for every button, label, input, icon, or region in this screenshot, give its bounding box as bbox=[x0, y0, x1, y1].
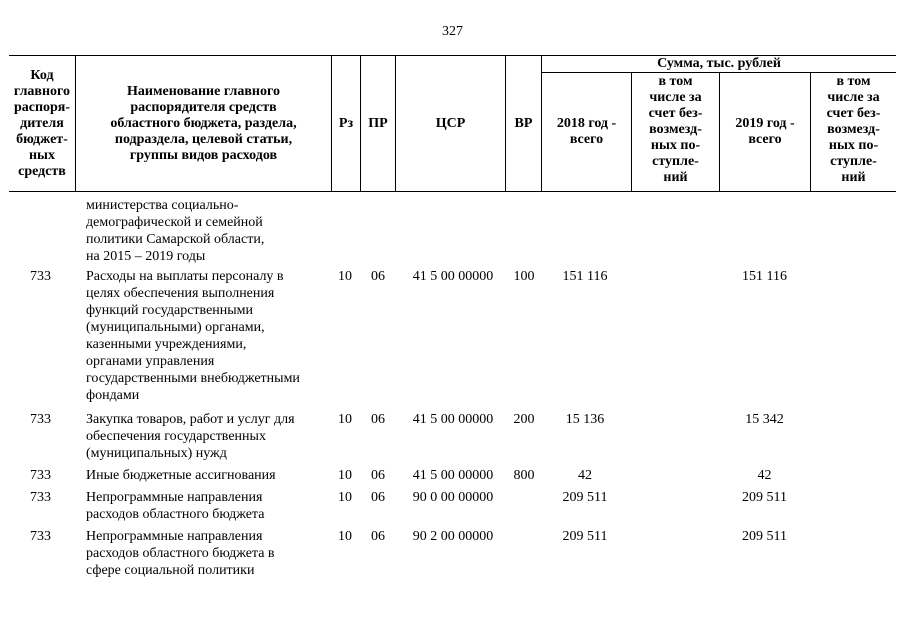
row-pr: 06 bbox=[371, 529, 385, 544]
row-vr: 100 bbox=[513, 269, 535, 284]
continuation-line: политики Самарской области, bbox=[86, 232, 265, 247]
row-rz: 10 bbox=[338, 412, 352, 427]
row-rz: 10 bbox=[338, 468, 352, 483]
row-name-line: государственными внебюджетными bbox=[86, 371, 300, 386]
header-2019-grants-line: счет без- bbox=[826, 106, 881, 121]
row-csr: 41 5 00 00000 bbox=[412, 269, 494, 284]
row-csr: 90 0 00 00000 bbox=[412, 490, 494, 505]
header-2019-grants-line: ний bbox=[841, 170, 866, 185]
row-name-line: функций государственными bbox=[86, 303, 254, 318]
row-sum-2018: 42 bbox=[578, 468, 592, 483]
row-pr: 06 bbox=[371, 412, 385, 427]
header-2019-grants-line: числе за bbox=[827, 90, 880, 105]
header-kod-line: средств bbox=[18, 163, 66, 179]
row-name-line: (муниципальных) нужд bbox=[86, 446, 227, 461]
continuation-line: на 2015 – 2019 годы bbox=[86, 249, 206, 264]
header-2018-grants-line: ных по- bbox=[650, 138, 701, 153]
header-2018-grants-line: ний bbox=[663, 170, 688, 185]
row-pr: 06 bbox=[371, 490, 385, 505]
header-2018-grants-line: ступле- bbox=[652, 154, 699, 169]
continuation-text bbox=[86, 197, 326, 265]
row-name-line: Расходы на выплаты персоналу в bbox=[86, 269, 284, 284]
row-name-line: расходов областного бюджета в bbox=[86, 546, 275, 561]
row-vr: 200 bbox=[513, 412, 535, 427]
header-2018-grants-line: числе за bbox=[649, 90, 702, 105]
header-2019-grants-line: возмезд- bbox=[827, 122, 880, 137]
header-2018-grants-line: возмезд- bbox=[649, 122, 702, 137]
row-csr: 41 5 00 00000 bbox=[412, 468, 494, 483]
header-2019-grants-line: ных по- bbox=[828, 138, 879, 153]
header-sum-title: Сумма, тыс. рублей bbox=[541, 56, 896, 72]
header-vr: ВР bbox=[505, 56, 541, 191]
header-2019-grants-line: в том bbox=[836, 74, 871, 89]
header-kod-line: бюджет- bbox=[16, 131, 68, 147]
header-2018-grants-line: в том bbox=[658, 74, 693, 89]
row-name-line: Закупка товаров, работ и услуг для bbox=[86, 412, 295, 427]
header-2019-line: 2019 год - bbox=[735, 116, 795, 131]
row-csr: 41 5 00 00000 bbox=[412, 412, 494, 427]
row-name-line: расходов областного бюджета bbox=[86, 507, 265, 522]
row-sum-2018: 209 511 bbox=[562, 490, 608, 505]
row-csr: 90 2 00 00000 bbox=[412, 529, 494, 544]
row-name-line: казенными учреждениями, bbox=[86, 337, 247, 352]
row-sum-2019: 15 342 bbox=[745, 412, 784, 427]
header-kod-line: дителя bbox=[20, 115, 64, 131]
header-name-line: Наименование главного bbox=[127, 83, 280, 99]
header-name-line: группы видов расходов bbox=[129, 147, 278, 163]
row-sum-2019: 42 bbox=[757, 468, 772, 483]
header-name-line: подраздела, целевой статьи, bbox=[114, 131, 293, 147]
row-name-line: Непрограммные направления bbox=[86, 529, 263, 544]
row-sum-2018: 209 511 bbox=[562, 529, 608, 544]
row-name-line: Иные бюджетные ассигнования bbox=[86, 468, 276, 483]
header-kod-line: главного bbox=[13, 83, 71, 99]
header-kod-line: распоря- bbox=[13, 99, 71, 115]
row-name-line: (муниципальными) органами, bbox=[86, 320, 265, 335]
header-2018-grants-line: счет без- bbox=[648, 106, 703, 121]
continuation-line: демографической и семейной bbox=[86, 215, 263, 230]
row-name bbox=[86, 489, 326, 523]
row-sum-2019: 151 116 bbox=[742, 269, 787, 284]
header-kod-line: ных bbox=[28, 147, 55, 163]
row-sum-2019: 209 511 bbox=[742, 490, 787, 505]
row-kod: 733 bbox=[30, 468, 51, 483]
row-pr: 06 bbox=[371, 269, 385, 284]
row-rz: 10 bbox=[338, 269, 352, 284]
row-name bbox=[86, 467, 326, 484]
row-rz: 10 bbox=[338, 529, 352, 544]
row-name-line: фондами bbox=[86, 388, 140, 403]
row-name bbox=[86, 268, 326, 404]
row-name-line: Непрограммные направления bbox=[86, 490, 263, 505]
row-name-line: органами управления bbox=[86, 354, 215, 369]
row-sum-2018: 151 116 bbox=[562, 269, 608, 284]
row-name-line: обеспечения государственных bbox=[86, 429, 266, 444]
row-name bbox=[86, 411, 326, 462]
header-2018-line: всего bbox=[569, 132, 604, 147]
page-number: 327 bbox=[442, 24, 463, 39]
row-name-line: целях обеспечения выполнения bbox=[86, 286, 275, 301]
row-kod: 733 bbox=[30, 412, 51, 427]
header-kod-line: Код bbox=[30, 67, 54, 83]
header-rz: Рз bbox=[331, 56, 360, 191]
row-kod: 733 bbox=[30, 490, 51, 505]
row-rz: 10 bbox=[338, 490, 352, 505]
row-pr: 06 bbox=[371, 468, 385, 483]
header-2018-line: 2018 год - bbox=[556, 116, 617, 131]
header-csr: ЦСР bbox=[395, 56, 505, 191]
header-pr: ПР bbox=[360, 56, 395, 191]
row-kod: 733 bbox=[30, 269, 51, 284]
row-name-line: сфере социальной политики bbox=[86, 563, 255, 578]
row-sum-2018: 15 136 bbox=[565, 412, 605, 427]
header-name-line: распорядителя средств bbox=[130, 99, 277, 115]
continuation-line: министерства социально- bbox=[86, 198, 239, 213]
row-name bbox=[86, 528, 326, 579]
header-name-line: областного бюджета, раздела, bbox=[110, 115, 297, 131]
row-sum-2019: 209 511 bbox=[742, 529, 787, 544]
row-vr: 800 bbox=[513, 468, 535, 483]
header-2019-grants-line: ступле- bbox=[830, 154, 877, 169]
header-2019-line: всего bbox=[748, 132, 782, 147]
row-kod: 733 bbox=[30, 529, 51, 544]
